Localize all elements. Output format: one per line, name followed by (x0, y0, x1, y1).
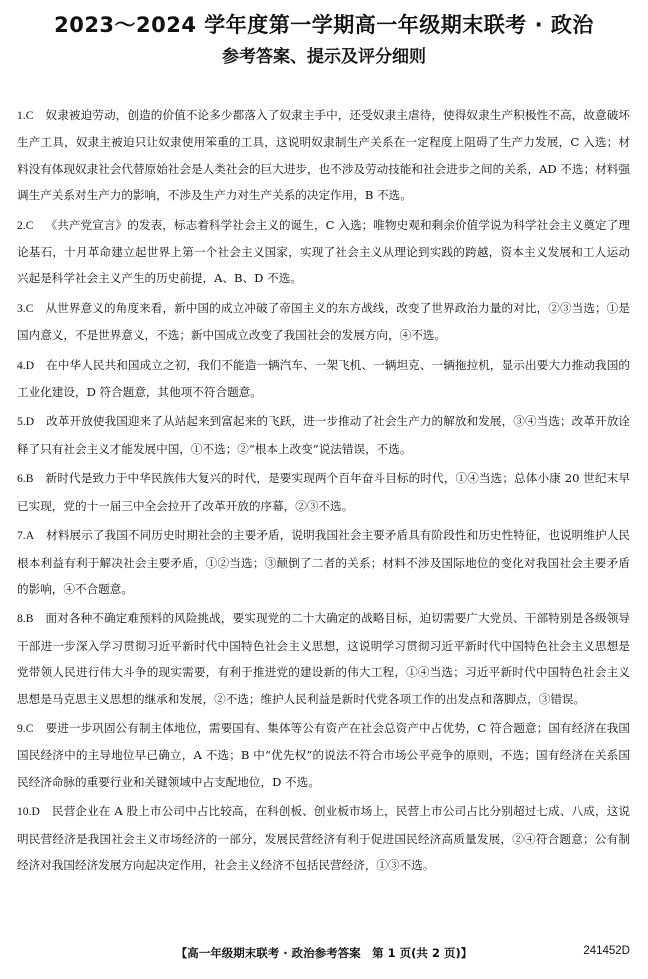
page-subtitle: 参考答案、提示及评分细则 (222, 47, 426, 67)
answer-explanation: 在中华人民共和国成立之初，我们不能造一辆汽车、一架飞机、一辆坦克、一辆拖拉机，显示出要大力推动我国的工业化建设，D 符合题意，其他项不符合题意。 (17, 357, 630, 400)
answer-number: 4.D (17, 358, 35, 372)
answer-number: 7.A (17, 529, 35, 543)
answer-number: 8.B (17, 612, 34, 626)
answer-number: 5.D (17, 415, 35, 429)
answer-item (17, 798, 630, 878)
page-footer (0, 945, 648, 965)
answer-explanation: 奴隶被迫劳动，创造的价值不论多少都落入了奴隶主手中，还受奴隶主虐待，使得奴隶生产积极性不高，故意破坏生产工具，奴隶主被迫只让奴隶使用笨重的工具，这说明奴隶制生产关系在一定程度上阻碍了生产力发展，C 入选；材料没有体现奴隶社会代替原始社会是人类社会的巨大进步，也不涉及劳动技能和社会进步之间的关系，AD 不选；材料强调生产关系对生产力的影响，不涉及生产力对生产关系的决定作用，B 不选。 (17, 108, 630, 203)
answer-explanation: 改革开放使我国迎来了从站起来到富起来的飞跃，进一步推动了社会生产力的解放和发展，③④当选；改革开放诠释了只有社会主义才能发展中国，①不选；②“根本上改变”说法错误，不选。 (17, 414, 630, 456)
answer-explanation: 从世界意义的角度来看，新中国的成立冲破了帝国主义的东方战线，改变了世界政治力量的对比，②③当选；①是国内意义，不是世界意义，不选；新中国成立改变了我国社会的发展方向，④不选。 (17, 300, 630, 343)
answer-number: 6.B (17, 472, 34, 486)
answer-item (17, 212, 630, 292)
answer-explanation: 民营企业在 A 股上市公司中占比较高，在科创板、创业板市场上，民营上市公司占比分别超过七成、八成，这说明民营经济是我国社会主义市场经济的一部分，发展民营经济有利于促进国民经济高质量发展，②④符合题意；公有制经济对我国经济发展方向起决定作用，社会主义经济不包括民营经济，①③不选。 (17, 804, 630, 872)
answer-item (17, 605, 630, 712)
answer-item (17, 522, 630, 602)
answer-explanation: 材料展示了我国不同历史时期社会的主要矛盾，说明我国社会主要矛盾具有阶段性和历史性特征，也说明维护人民根本利益有利于解决社会主要矛盾，①②当选；③颠倒了二者的关系；材料不涉及国际地位的变化对我国社会主要矛盾的影响，④不合题意。 (17, 528, 630, 596)
answer-item (17, 408, 630, 462)
answer-explanation: 要进一步巩固公有制主体地位，需要国有、集体等公有资产在社会总资产中占优势，C 符合题意；国有经济在我国国民经济中的主导地位早已确立，A 不选；B 中“优先权”的说法不符合市场公平竞争的原则，不选；国有经济在关系国民经济命脉的重要行业和关键领域中占支配地位，D 不选。 (17, 720, 630, 789)
answer-explanation: 新时代是致力于中华民族伟大复兴的时代，是要实现两个百年奋斗目标的时代，①④当选；总体小康 20 世纪末早已实现，党的十一届三中全会拉开了改革开放的序幕，②③不选。 (17, 471, 630, 513)
answer-item (17, 295, 630, 349)
answer-explanation: 《共产党宣言》的发表，标志着科学社会主义的诞生，C 入选；唯物史观和剩余价值学说为科学社会主义奠定了理论基石，十月革命建立起世界上第一个社会主义国家，实现了社会主义从理论到实践的跨越，资本主义发展和工人运动兴起是科学社会主义产生的历史前提，A、B、D 不选。 (17, 217, 630, 286)
answer-explanation: 面对各种不确定难预料的风险挑战，要实现党的二十大确定的战略目标，迫切需要广大党员、干部特别是各级领导干部进一步深入学习贯彻习近平新时代中国特色社会主义思想，这说明学习贯彻习近平新时代中国特色社会主义思想是党带领人民进行伟大斗争的现实需要，有利于推进党的建设新的伟大工程，①④当选；习近平新时代中国特色社会主义思想是马克思主义思想的继承和发展，②不选；维护人民利益是新时代党各项工作的出发点和落脚点，③错误。 (17, 611, 630, 706)
answer-item (17, 715, 630, 795)
answer-number: 1.C (17, 109, 34, 122)
answer-item (17, 465, 630, 519)
page-title: 2023～2024 学年度第一学期高一年级期末联考 · 政治 (54, 13, 594, 37)
footer-exam-code: 241452D (583, 945, 630, 957)
answer-number: 9.C (17, 721, 34, 735)
answer-number: 3.C (17, 301, 34, 315)
answer-number: 2.C (17, 218, 34, 232)
answer-list (17, 102, 630, 881)
answer-number: 10.D (17, 805, 40, 819)
answer-item (17, 352, 630, 406)
answer-item (17, 102, 630, 209)
footer-page-info: 【高一年级期末联考 · 政治参考答案 第 1 页(共 2 页)】 (175, 946, 473, 960)
